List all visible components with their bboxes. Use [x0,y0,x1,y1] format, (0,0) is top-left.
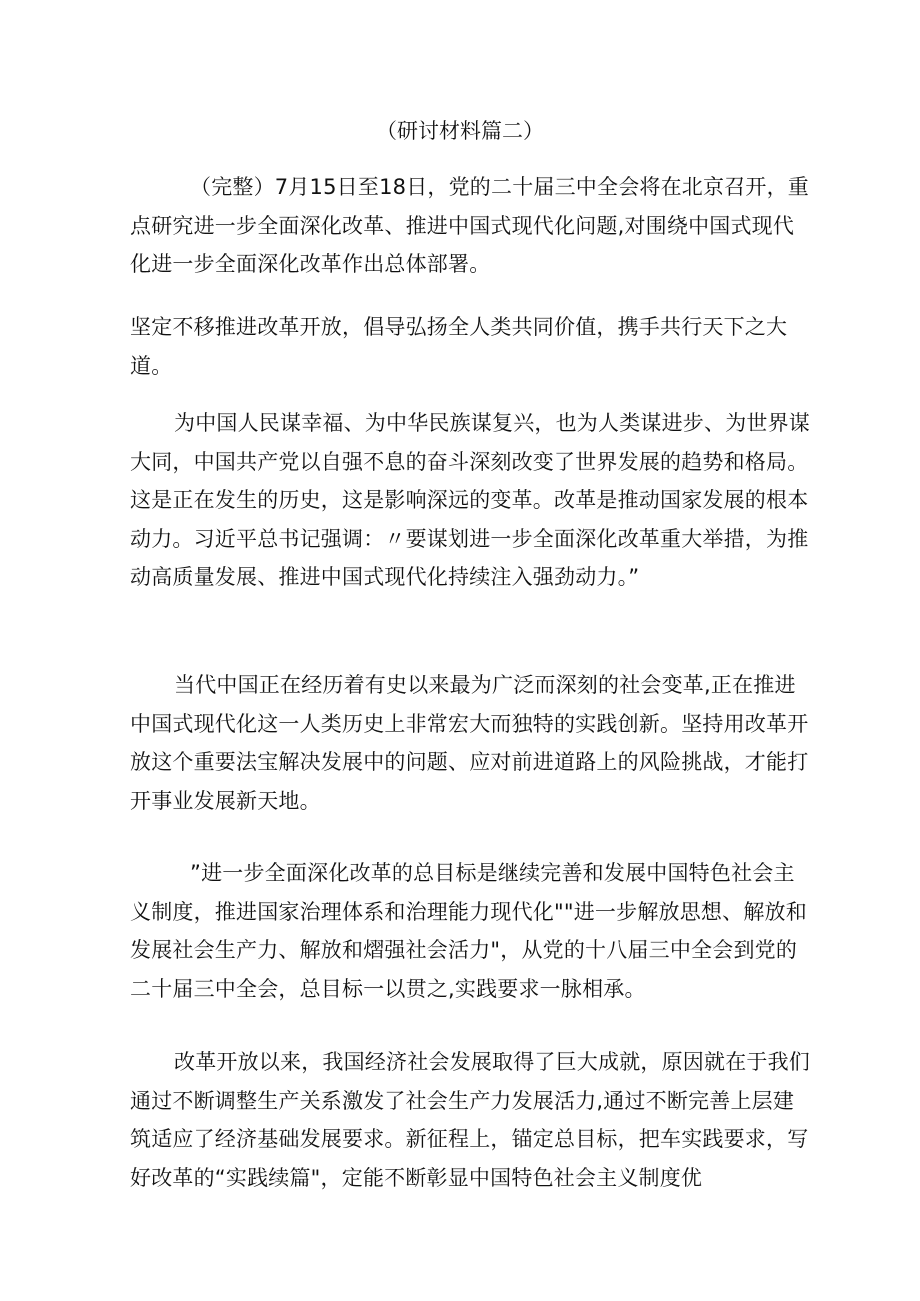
document-title: （研讨材料篇二） [376,119,544,143]
paragraph-2: 坚定不移推进改革开放，倡导弘扬全人类共同价值，携手共行天下之大道。 [130,315,788,378]
paragraph-3: 为中国人民谋幸福、为中华民族谋复兴，也为人类谋进步、为世界谋大同，中国共产党以自强不息的奋斗深刻改变了世界发展的趋势和格局。这是正在发生的历史，这是影响深远的变革。改革是推动国家发展的根本动力。习近平总书记强调：〃要谋划进一步全面深化改革重大举措，为推动高质量发展、推进中国式现代化持续注入强劲动力。” [130,411,810,589]
paragraph-4: 当代中国正在经历着有史以来最为广泛而深刻的社会变革,正在推进中国式现代化这一人类历史上非常宏大而独特的实践创新。坚持用改革开放这个重要法宝解决发展中的问题、应对前进道路上的风险挑战，才能打开事业发展新天地。 [130,673,809,813]
paragraph-1: （完整）7月15日至18日，党的二十届三中全会将在北京召开，重点研究进一步全面深化改革、推进中国式现代化问题,对围绕中国式现代化进一步全面深化改革作出总体部署。 [130,175,810,276]
paragraph-6: 改革开放以来，我国经济社会发展取得了巨大成就，原因就在于我们通过不断调整生产关系激发了社会生产力发展活力,通过不断完善上层建筑适应了经济基础发展要求。新征程上，锚定总目标，把车实践要求，写好改革的“实践续篇"，定能不断彰显中国特色社会主义制度优 [130,1050,810,1190]
paragraph-5: ”进一步全面深化改革的总目标是继续完善和发展中国特色社会主义制度，推进国家治理体系和治理能力现代化""进一步解放思想、解放和发展社会生产力、解放和熠强社会活力"，从党的十八届三中全会到党的二十届三中全会，总目标一以贯之,实践要求一脉相承。 [130,861,807,1001]
